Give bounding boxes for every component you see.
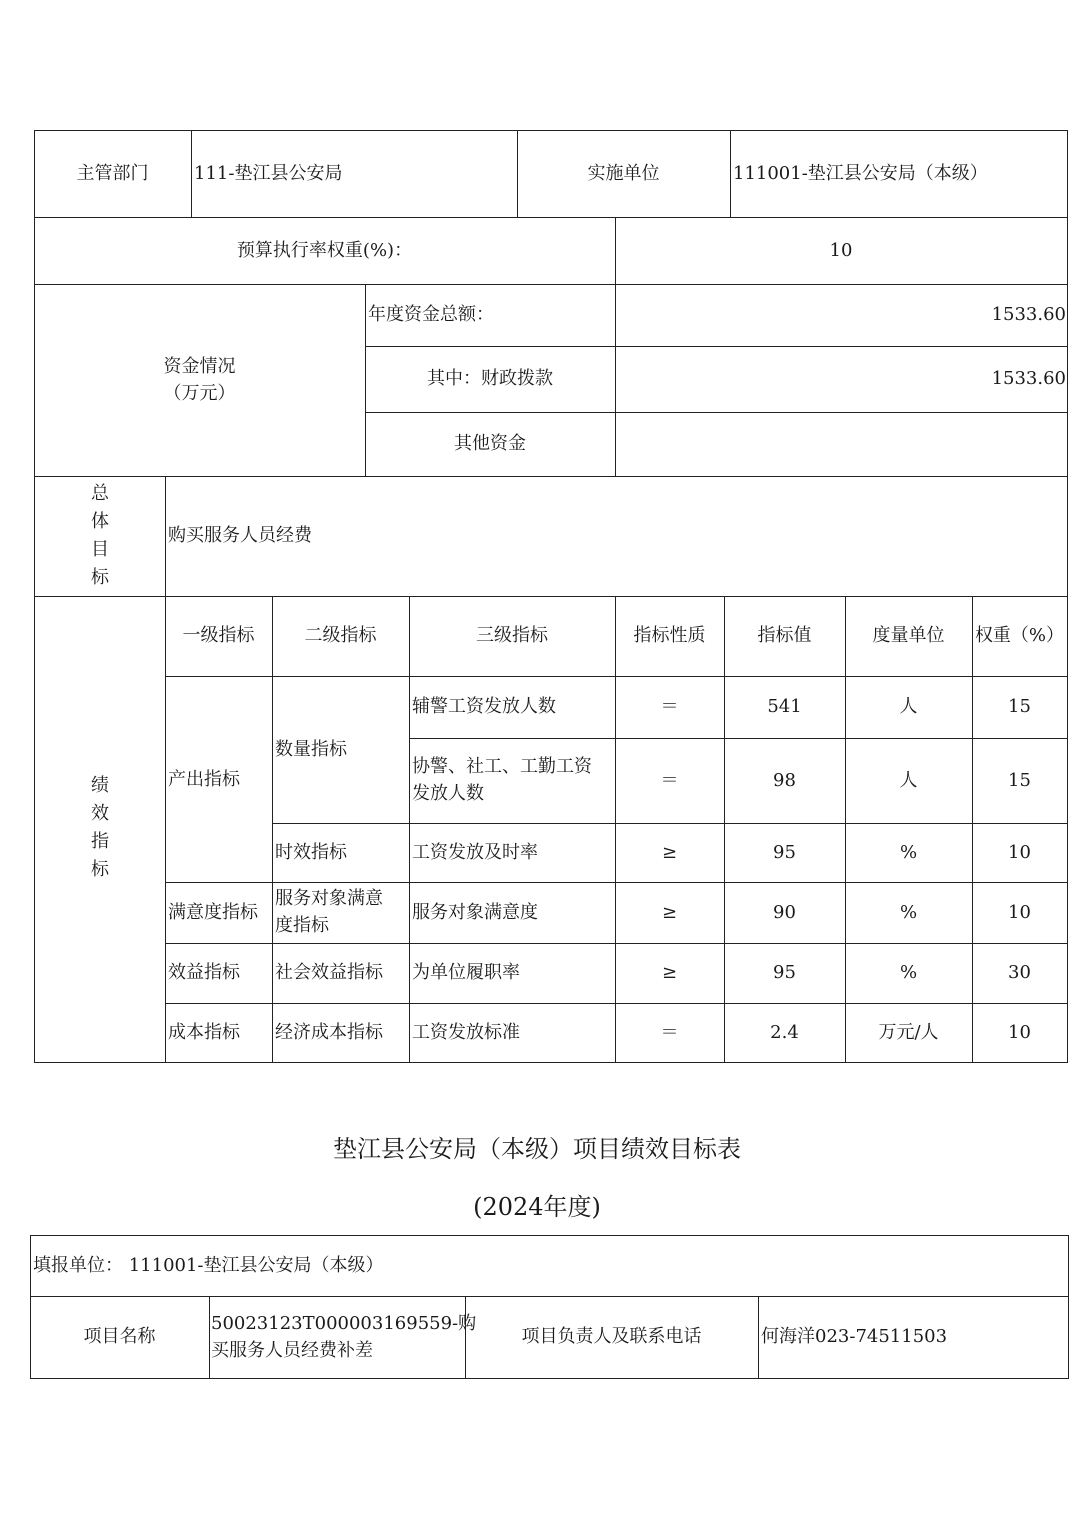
annual-total-label: 年度资金总额：	[368, 304, 494, 325]
header-nature: 指标性质	[633, 625, 706, 646]
level1-cost: 成本指标	[168, 1022, 240, 1043]
row-level3-line2: 发放人数	[412, 783, 484, 804]
row-value: 95	[773, 842, 796, 863]
supervisor-label: 主管部门	[76, 163, 149, 184]
row-unit: 万元/人	[878, 1022, 939, 1043]
level1-output: 产出指标	[168, 769, 240, 790]
row-value: 95	[773, 962, 796, 983]
exec-rate-value: 10	[829, 240, 853, 261]
header-weight: 权重（%）	[974, 625, 1065, 646]
overall-goal-label: 总 体 目 标	[91, 483, 109, 588]
row-nature: ＝	[660, 696, 679, 717]
header-level2: 二级指标	[304, 625, 377, 646]
row-nature: ≥	[661, 902, 678, 923]
row-unit: %	[899, 902, 918, 923]
row-value: 90	[773, 902, 796, 923]
row-level3: 工资发放标准	[412, 1022, 520, 1043]
fiscal-label: 其中：财政拨款	[427, 368, 553, 389]
annual-total-value: 1533.60	[991, 304, 1066, 325]
contact-value: 何海洋023-74511503	[761, 1326, 948, 1347]
funds-label-line1: 资金情况	[163, 356, 236, 377]
project-name-value-line2: 买服务人员经费补差	[211, 1340, 373, 1361]
row-nature: ＝	[660, 1022, 679, 1043]
row-weight: 10	[1008, 902, 1031, 923]
level2-satisfaction-line1: 服务对象满意	[275, 888, 383, 909]
document-subtitle: (2024年度)	[473, 1193, 601, 1221]
row-nature: ≥	[661, 962, 678, 983]
project-name-value-line1: 50023123T000003169559-购	[211, 1313, 477, 1334]
row-nature: ＝	[660, 770, 679, 791]
row-unit: %	[899, 842, 918, 863]
funds-label-line2: （万元）	[163, 383, 236, 404]
performance-indicator-label: 绩 效 指 标	[91, 775, 109, 880]
row-value: 98	[773, 770, 796, 791]
level2-social: 社会效益指标	[275, 962, 383, 983]
header-level1: 一级指标	[182, 625, 255, 646]
row-value: 541	[767, 696, 802, 717]
row-weight: 10	[1008, 842, 1031, 863]
fiscal-value: 1533.60	[991, 368, 1066, 389]
row-level3: 协警、社工、工勤工资	[412, 756, 592, 777]
other-funds-label: 其他资金	[454, 433, 526, 454]
supervisor-value: 111-垫江县公安局	[194, 163, 343, 184]
row-nature: ≥	[661, 842, 678, 863]
row-unit: 人	[899, 696, 918, 717]
row-weight: 30	[1008, 962, 1031, 983]
header-unit: 度量单位	[872, 625, 945, 646]
contact-label: 项目负责人及联系电话	[521, 1326, 702, 1347]
level1-satisfaction: 满意度指标	[168, 902, 258, 923]
row-weight: 10	[1008, 1022, 1031, 1043]
overall-goal-value: 购买服务人员经费	[168, 525, 312, 546]
level2-quantity: 数量指标	[275, 739, 347, 760]
row-level3: 辅警工资发放人数	[412, 696, 556, 717]
project-name-label: 项目名称	[83, 1326, 156, 1347]
impl-unit-value: 111001-垫江县公安局（本级）	[733, 163, 988, 184]
level1-benefit: 效益指标	[168, 962, 240, 983]
row-unit: 人	[899, 770, 918, 791]
row-level3: 为单位履职率	[412, 962, 520, 983]
fill-unit: 填报单位： 111001-垫江县公安局（本级）	[33, 1255, 384, 1276]
impl-unit-label: 实施单位	[587, 163, 660, 184]
row-weight: 15	[1008, 696, 1031, 717]
header-value: 指标值	[757, 625, 812, 646]
row-weight: 15	[1008, 770, 1031, 791]
level2-economic: 经济成本指标	[275, 1022, 383, 1043]
row-value: 2.4	[770, 1022, 799, 1043]
row-level3: 服务对象满意度	[412, 902, 538, 923]
exec-rate-label: 预算执行率权重(%)：	[236, 240, 413, 261]
header-level3: 三级指标	[476, 625, 548, 646]
row-unit: %	[899, 962, 918, 983]
level2-satisfaction-line2: 度指标	[275, 915, 329, 936]
row-level3: 工资发放及时率	[412, 842, 538, 863]
level2-timeliness: 时效指标	[275, 842, 347, 863]
document-title: 垫江县公安局（本级）项目绩效目标表	[333, 1135, 741, 1163]
